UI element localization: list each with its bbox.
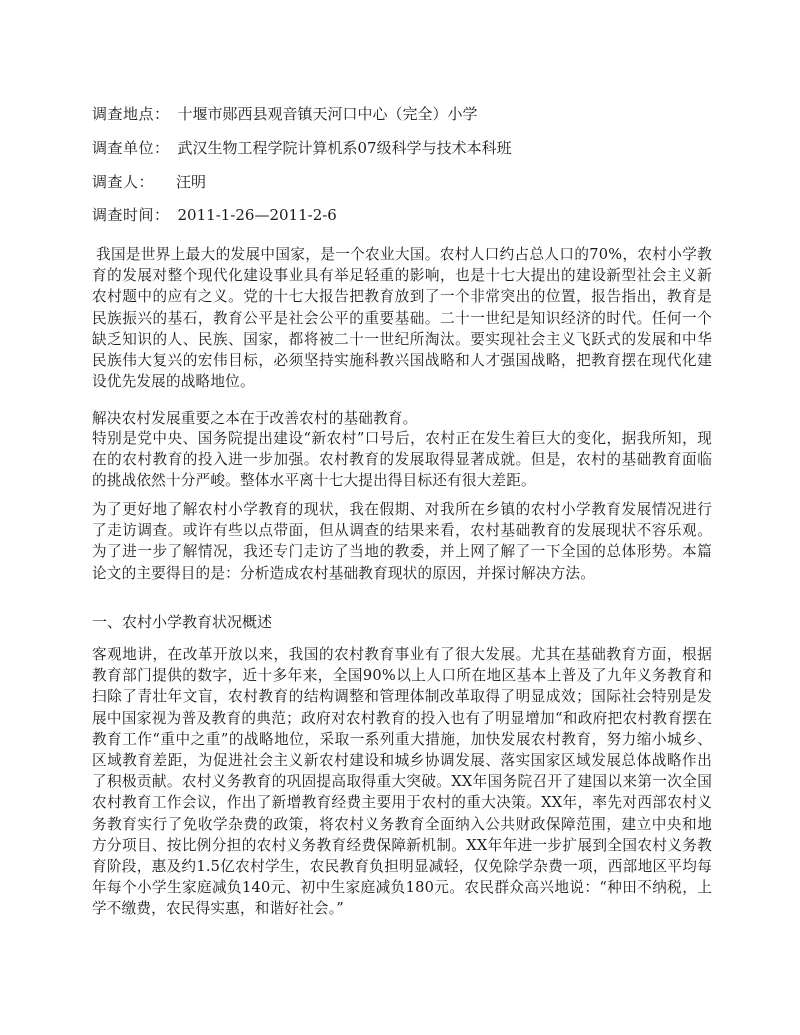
survey-time-label: 调查时间： (92, 206, 170, 224)
survey-unit-value: 武汉生物工程学院计算机系07级科学与技术本科班 (177, 139, 512, 157)
paragraph-survey-purpose: 为了更好地了解农村小学教育的现状，我在假期、对我所在乡镇的农村小学教育发展情况进行了走访调查。或许有些以点带面，但从调查的结果来看，农村基础教育的发展现状不容乐观。为了进一步了解情况，我还专门走访了当地的教委，并上网了解了一下全国的总体形势。本篇论文的主要得目的是：分析造成农村基础教育现状的原因，并探讨解决方法。 (92, 501, 712, 582)
survey-unit-label: 调查单位： (92, 139, 170, 157)
paragraph-rural-basis: 解决农村发展重要之本在于改善农村的基础教育。 (92, 410, 418, 427)
survey-time-value: 2011-1-26—2011-2-6 (177, 206, 337, 224)
survey-time (92, 205, 712, 225)
paragraph-overview: 客观地讲，在改革开放以来，我国的农村教育事业有了很大发展。尤其在基础教育方面，根据教育部门提供的数字，近十多年来，全国90%以上人口所在地区基本上普及了九年义务教育和扫除了青壮年文盲，农村教育的结构调整和管理体制改革取得了明显成效；国际社会特别是发展中国家视为普及教育的典范；政府对农村教育的投入也有了明显增加“和政府把农村教育摆在教育工作“重中之重”的战略地位，采取一系列重大措施，加快发展农村教育，努力缩小城乡、区域教育差距，为促进社会主义新农村建设和城乡协调发展、落实国家区域发展总体战略作出了积极贡献。农村义务教育的巩固提高取得重大突破。XX年国务院召开了建国以来第一次全国农村教育工作会议，作出了新增教育经费主要用于农村的重大决策。XX年，率先对西部农村义务教育实行了免收学杂费的政策，将农村义务教育全面纳入公共财政保障范围，建立中央和地方分项目、按比例分担的农村义务教育经费保障新机制。XX年年进一步扩展到全国农村义务教育阶段，惠及约1.5亿农村学生，农民教育负担明显减轻，仅免除学杂费一项，西部地区平均每年每个小学生家庭减负140元、初中生家庭减负180元。农民群众高兴地说：“种田不纳税，上学不缴费，农民得实惠，和谐好社会。” (92, 646, 712, 918)
survey-person-value: 汪明 (176, 173, 207, 191)
survey-location-label: 调查地点： (92, 105, 170, 123)
survey-person (92, 172, 712, 192)
section-heading-1: 一、农村小学教育状况概述 (92, 613, 273, 631)
survey-person-label: 调查人： (92, 173, 155, 191)
paragraph-intro: 我国是世界上最大的发展中国家，是一个农业大国。农村人口约占总人口的70%，农村小学教育的发展对整个现代化建设事业具有举足轻重的影响，也是十七大提出的建设新型社会主义新农村题中的应有之义。党的十七大报告把教育放到了一个非常突出的位置，报告指出，教育是民族振兴的基石，教育公平是社会公平的重要基础。二十一世纪是知识经济的时代。任何一个缺乏知识的人、民族、国家，都将被二十一世纪所淘汰。要实现社会主义飞跃式的发展和中华民族伟大复兴的宏伟目标，必须坚持实施科教兴国战略和人才强国战略，把教育摆在现代化建设优先发展的战略地位。 (92, 246, 712, 391)
survey-location (92, 104, 712, 124)
paragraph-new-countryside: 特别是党中央、国务院提出建设“新农村”口号后，农村正在发生着巨大的变化，据我所知，现在的农村教育的投入进一步加强。农村教育的发展取得显著成就。但是，农村的基础教育面临的挑战依然十分严峻。整体水平离十七大提出得目标还有很大差距。 (92, 430, 712, 490)
survey-location-value: 十堰市郧西县观音镇天河口中心（完全）小学 (177, 105, 478, 123)
survey-unit (92, 138, 712, 158)
